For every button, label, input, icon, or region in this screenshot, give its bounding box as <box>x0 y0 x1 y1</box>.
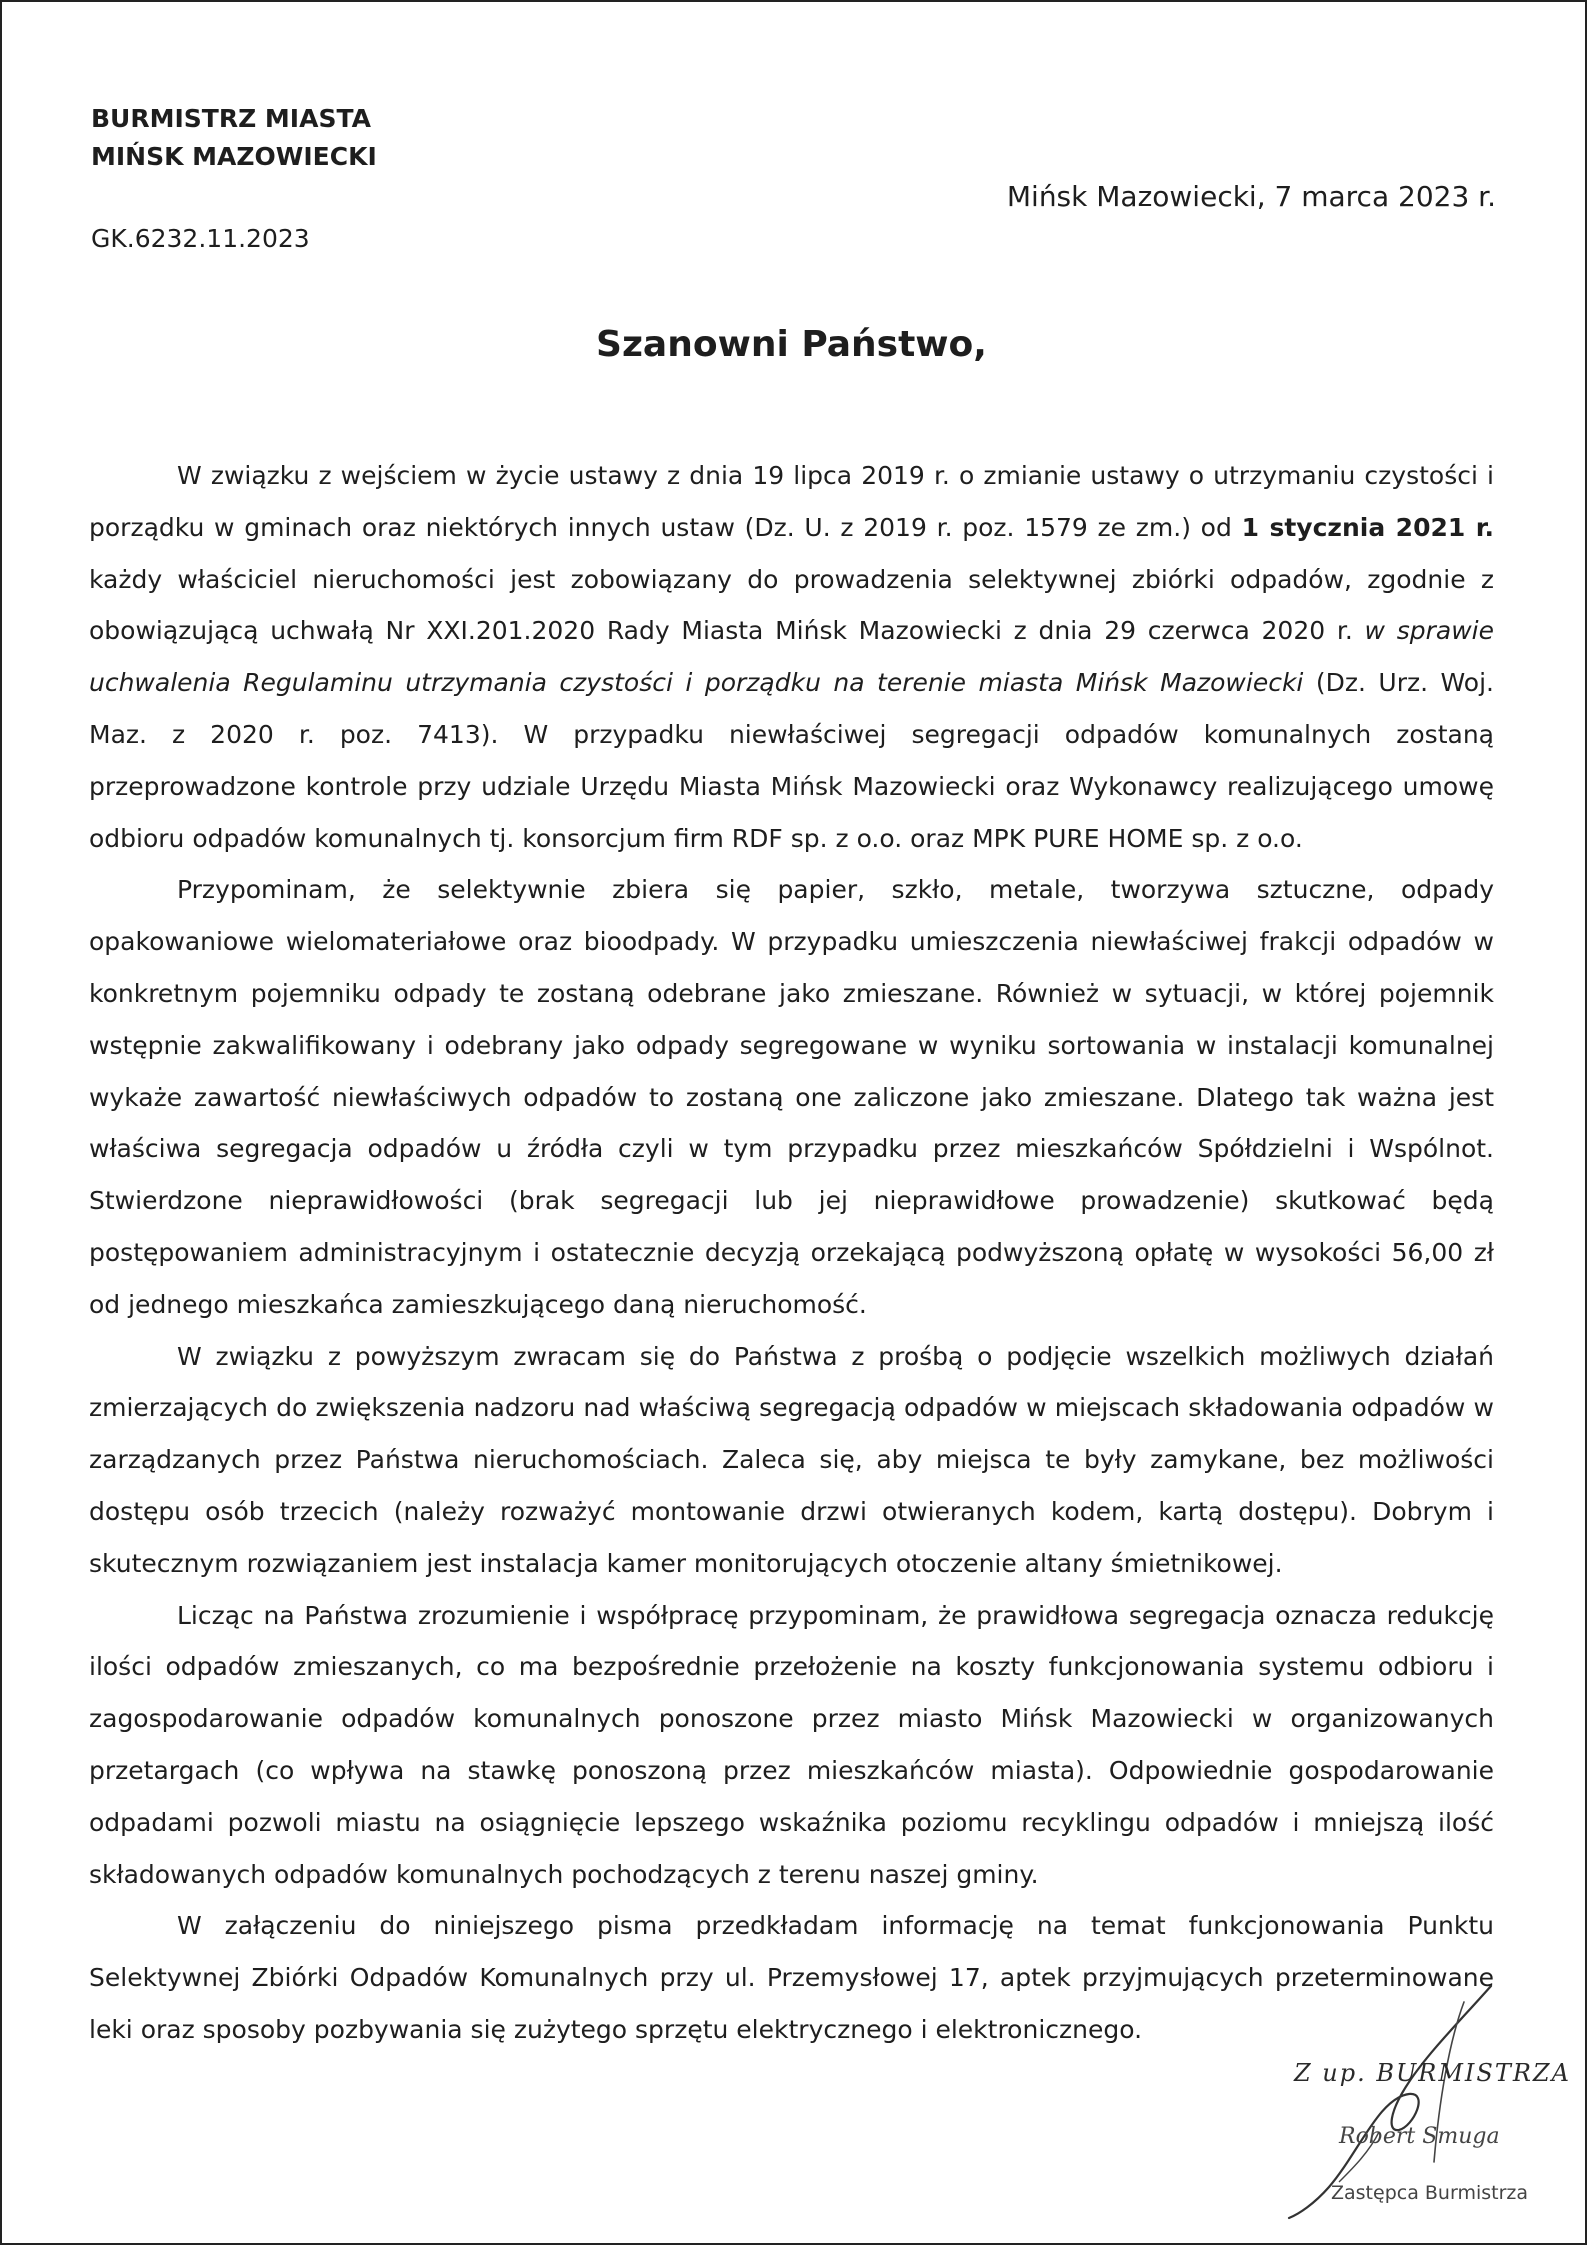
paragraph-1-date-bold: 1 stycznia 2021 r. <box>1241 512 1494 542</box>
signatory-name: Robert Smuga <box>1339 2124 1500 2149</box>
paragraph-5: W załączeniu do niniejszego pisma przedkładam informację na temat funkcjonowania Punktu Selektywnej Zbiórki Odpadów Komunalnych przy ul. Przemysłowej 17, aptek przyjmujących przeterminowane leki oraz sposoby pozbywania się zużytego sprzętu elektrycznego i elektronicznego. <box>89 1911 1494 2044</box>
paragraph-2: Przypominam, że selektywnie zbiera się papier, szkło, metale, tworzywa sztuczne, odpady opakowaniowe wielomateriałowe oraz bioodpady. W przypadku umieszczenia niewłaściwej frakcji odpadów w konkretnym pojemniku odpady te zostaną odebrane jako zmieszane. Również w sytuacji, w której pojemnik wstępnie zakwalifikowany i odebrany jako odpady segregowane w wyniku sortowania w instalacji komunalnej wykaże zawartość niewłaściwych odpadów to zostaną one zaliczone jako zmieszane. Dlatego tak ważna jest właściwa segregacja odpadów u źródła czyli w tym przypadku przez mieszkańców Spółdzielni i Wspólnot. Stwierdzone nieprawidłowości (brak segregacji lub jej nieprawidłowe prowadzenie) skutkować będą postępowaniem administracyjnym i ostatecznie decyzją orzekającą podwyższoną opłatę w wysokości 56,00 zł od jednego mieszkańca zamieszkującego daną nieruchomość. <box>89 875 1494 1319</box>
paragraph-1-resolution-title: w sprawie uchwalenia Regulaminu utrzymania czystości i porządku na terenie miasta Mińsk Mazowiecki <box>89 616 1494 698</box>
signatory-role: Zastępca Burmistrza <box>1331 2182 1529 2204</box>
paragraph-1-text-e: (Dz. Urz. Woj. Maz. z 2020 r. poz. 7413). W przypadku niewłaściwej segregacji odpadów komunalnych zostaną przeprowadzone kontrole przy udziale Urzędu Miasta Mińsk Mazowiecki oraz Wykonawcy realizującego umowę odbioru odpadów komunalnych tj. konsorcjum firm RDF sp. z o.o. oraz MPK PURE HOME sp. z o.o. <box>89 668 1494 853</box>
issuer-line-1: BURMISTRZ MIASTA <box>91 104 371 133</box>
salutation: Szanowni Państwo, <box>596 324 987 365</box>
paragraph-1-text-c: każdy właściciel nieruchomości jest zobowiązany do prowadzenia selektywnej zbiórki odpadów, zgodnie z obowiązującą uchwałą Nr XXI.201.2020 Rady Miasta Mińsk Mazowiecki z dnia 29 czerwca 2020 r. <box>89 564 1494 646</box>
issuer-block <box>91 100 377 176</box>
letter-body <box>89 450 1494 2056</box>
paragraph-3: W związku z powyższym zwracam się do Państwa z prośbą o podjęcie wszelkich możliwych działań zmierzających do zwiększenia nadzoru nad właściwą segregacją odpadów w miejscach składowania odpadów w zarządzanych przez Państwa nieruchomościach. Zaleca się, aby miejsca te były zamykane, bez możliwości dostępu osób trzecich (należy rozważyć montowanie drzwi otwieranych kodem, kartą dostępu). Dobrym i skutecznym rozwiązaniem jest instalacja kamer monitorujących otoczenie altany śmietnikowej. <box>89 1341 1494 1578</box>
signature-caption: Z up. BURMISTRZA <box>1294 2059 1571 2087</box>
reference-number: GK.6232.11.2023 <box>91 224 310 253</box>
paragraph-4: Licząc na Państwa zrozumienie i współpracę przypominam, że prawidłowa segregacja oznacza redukcję ilości odpadów zmieszanych, co ma bezpośrednie przełożenie na koszty funkcjonowania systemu odbioru i zagospodarowanie odpadów komunalnych ponoszone przez miasto Mińsk Mazowiecki w organizowanych przetargach (co wpływa na stawkę ponoszoną przez mieszkańców miasta). Odpowiednie gospodarowanie odpadami pozwoli miastu na osiągnięcie lepszego wskaźnika poziomu recyklingu odpadów i mniejszą ilość składowanych odpadów komunalnych pochodzących z terenu naszej gminy. <box>89 1600 1494 1889</box>
paragraph-1 <box>89 450 1494 864</box>
paragraph-1-text-a: W związku z wejściem w życie ustawy z dnia 19 lipca 2019 r. o zmianie ustawy o utrzymaniu czystości i porządku w gminach oraz niektórych innych ustaw (Dz. U. z 2019 r. poz. 1579 ze zm.) od <box>89 461 1494 542</box>
signature-block <box>1199 2027 1571 2237</box>
issuer-line-2: MIŃSK MAZOWIECKI <box>91 142 377 171</box>
place-and-date: Mińsk Mazowiecki, 7 marca 2023 r. <box>1006 180 1496 213</box>
